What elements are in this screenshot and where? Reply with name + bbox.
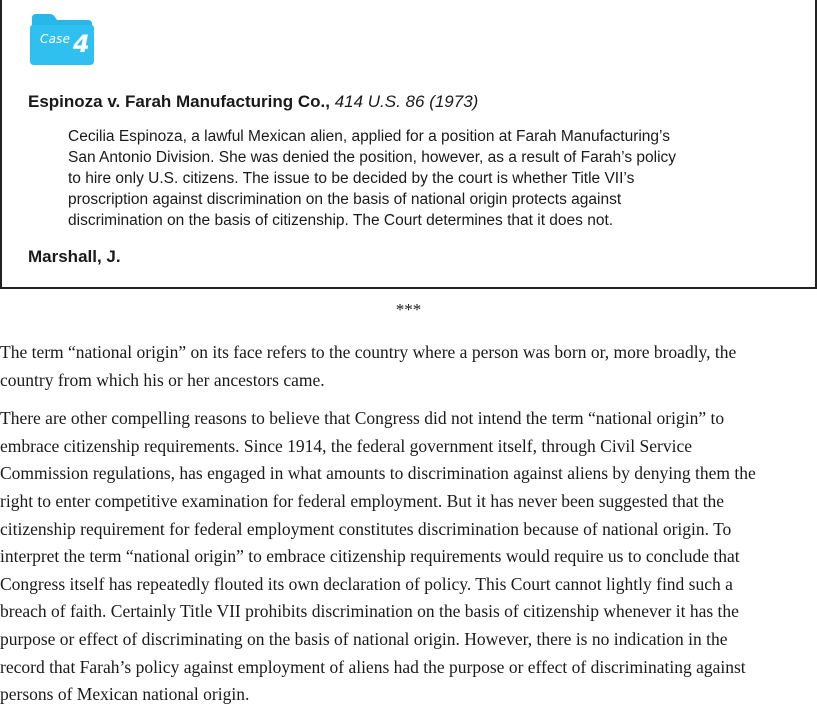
text-line: breach of faith. Certainly Title VII prohibits discrimination on the basis of citizenship whenever it has the: [0, 601, 739, 622]
text-line: Congress itself has repeatedly flouted its own declaration of policy. This Court cannot lightly find such a: [0, 573, 733, 594]
opinion-body: [0, 339, 817, 706]
text-line: interpret the term “national origin” to embrace citizenship requirements would require us to conclude that: [0, 546, 740, 567]
text-line: country from which his or her ancestors came.: [0, 369, 325, 390]
case-citation: 414 U.S. 86 (1973): [334, 92, 479, 111]
case-box: [0, 0, 817, 289]
text-line: right to enter competitive examination for federal employment. But it has never been suggested that the: [0, 490, 725, 511]
text-line: There are other compelling reasons to believe that Congress did not intend the term “national origin” to: [0, 408, 725, 429]
case-label: Case: [40, 32, 71, 46]
text-line: embrace citizenship requirements. Since 1914, the federal government itself, through Civil Service: [0, 435, 693, 456]
case-title: [28, 92, 478, 112]
paragraph: [0, 405, 817, 706]
paragraph: [0, 339, 817, 394]
text-line: The term “national origin” on its face refers to the country where a person was born or, more broadly, the: [0, 342, 737, 362]
case-name: Espinoza v. Farah Manufacturing Co.,: [28, 92, 330, 111]
text-line: Commission regulations, has engaged in what amounts to discrimination against aliens by denying them the: [0, 463, 756, 484]
case-summary: [68, 126, 768, 231]
case-folder-icon: [28, 12, 96, 66]
text-line: persons of Mexican national origin.: [0, 684, 250, 705]
text-line: record that Farah’s policy against employment of aliens had the purpose or effect of discriminating against: [0, 656, 746, 677]
text-line: citizenship requirement for federal employment constitutes discrimination because of national origin. To: [0, 518, 732, 539]
case-number: 4: [73, 30, 90, 58]
summary-line: San Antonio Division. She was denied the position, however, as a result of Farah’s policy: [68, 149, 677, 166]
summary-line: proscription against discrimination on the basis of national origin protects against: [68, 191, 622, 208]
summary-line: Cecilia Espinoza, a lawful Mexican alien, applied for a position at Farah Manufacturing’s: [68, 128, 670, 145]
justice-name: Marshall, J.: [28, 247, 121, 266]
summary-line: discrimination on the basis of citizenship. The Court determines that it does not.: [68, 212, 614, 229]
section-separator: ***: [395, 300, 422, 319]
text-line: purpose or effect of discriminating on the basis of national origin. However, there is no indication in the: [0, 628, 728, 649]
summary-line: to hire only U.S. citizens. The issue to be decided by the court is whether Title VII’s: [68, 170, 635, 187]
